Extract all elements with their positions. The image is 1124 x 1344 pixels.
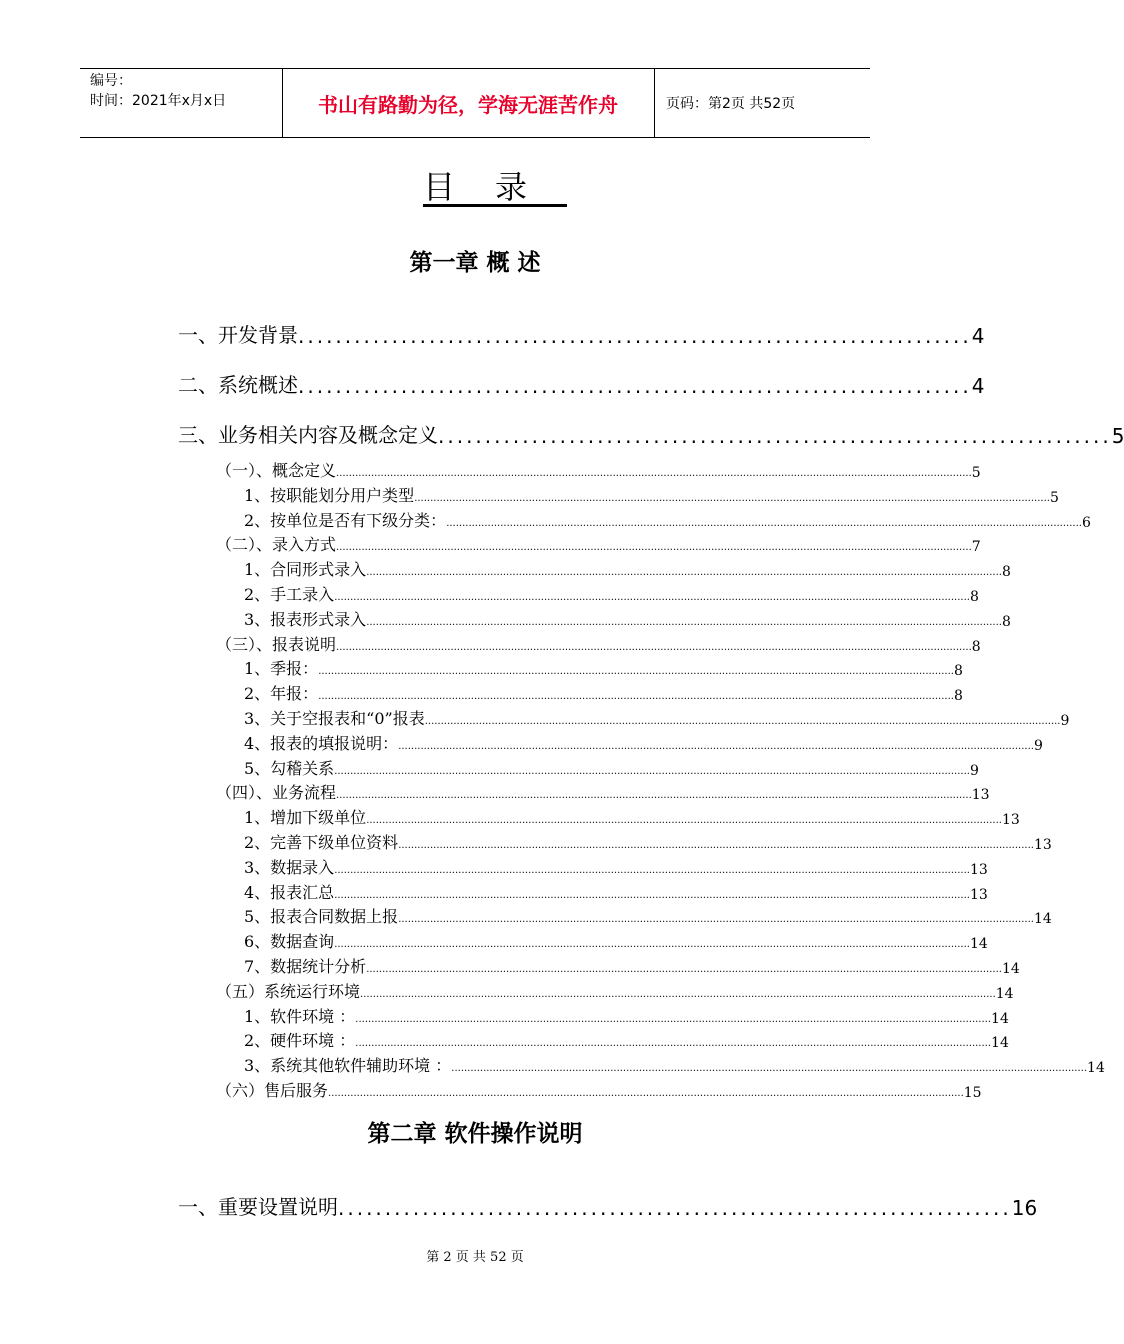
toc-leader-dots: ........................................................................................................................................................................................................ [360,989,996,1000]
toc-item-entry[interactable] [244,682,963,704]
toc-entry-label: （五）系统运行环境 [216,982,361,1001]
toc-leader-dots: ........................................................................................................................................................................................................ [336,542,972,553]
toc-leader-dots: ........................................................................................................................................................................................................ [334,865,970,876]
toc-page-number: 8 [953,688,963,704]
toc-item-entry[interactable] [244,509,1091,531]
toc-leader-dots: ........................................................................................................................................................................................................ [336,468,972,479]
toc-section-entry[interactable] [216,459,981,481]
toc-entry-label: 5、勾稽关系 [244,759,335,778]
toc-leader-dots: ........................................................................ [338,1196,1012,1220]
toc-section-entry[interactable] [216,533,981,555]
toc-item-entry[interactable] [244,657,963,679]
toc-page-number: 5 [971,465,981,481]
toc-section-entry[interactable] [216,980,1014,1002]
toc-leader-dots: ........................................................................................................................................................................................................ [398,914,1034,925]
toc-entry-label: 2、硬件环境 ： [244,1031,356,1050]
toc-entry-label: 1、增加下级单位 [244,808,367,827]
toc-leader-dots: ........................................................................................................................................................................................................ [451,1063,1088,1074]
toc-entry-label: 3、系统其他软件辅助环境 ： [244,1056,452,1075]
toc-section-entry[interactable] [216,1079,982,1101]
toc-main-entry[interactable] [178,318,985,348]
toc-title-text: 目录 [422,168,567,206]
toc-leader-dots: ........................................................................................................................................................................................................ [355,1038,992,1049]
toc-item-entry[interactable] [244,831,1052,853]
toc-page-number: 8 [1001,564,1011,580]
toc-entry-label: 3、关于空报表和“0”报表 [244,709,425,728]
toc-page-number: 9 [1060,713,1070,729]
toc-entry-label: 1、季报： [244,659,319,678]
toc-leader-dots: ........................................................................ [298,374,972,398]
toc-item-entry[interactable] [244,707,1070,729]
toc-page-number: 5 [1049,490,1059,506]
toc-leader-dots: ........................................................................................................................................................................................................ [318,666,954,677]
toc-item-entry[interactable] [244,484,1059,506]
toc-page-number: 8 [969,589,979,605]
toc-page-number: 14 [969,936,988,952]
toc-page-number: 14 [991,1035,1009,1051]
toc-leader-dots: ........................................................................................................................................................................................................ [366,815,1002,826]
toc-page-number: 8 [953,663,963,679]
toc-entry-label: 2、年报： [244,684,319,703]
toc-entry-label: 三、业务相关内容及概念定义 [178,423,438,447]
toc-page-number: 5 [1111,424,1124,448]
toc-entry-label: 2、手工录入 [244,585,335,604]
toc-page-number: 9 [969,763,979,779]
toc-section-entry[interactable] [216,781,990,803]
toc-item-entry[interactable] [244,1029,1009,1051]
toc-item-entry[interactable] [244,905,1052,927]
toc-leader-dots: ........................................................................................................................................................................................................ [336,790,972,801]
toc-page-number: 14 [995,986,1014,1002]
toc-page-number: 14 [991,1011,1009,1027]
toc-leader-dots: ........................................................................................................................................................................................................ [424,716,1061,727]
chapter-heading-2: 第二章 软件操作说明 [367,1121,583,1147]
toc-title [0,162,950,208]
toc-leader-dots: ........................................................................................................................................................................................................ [318,691,954,702]
toc-entry-label: 3、数据录入 [244,858,335,877]
toc-entry-label: （四）、业务流程 [216,783,337,802]
toc-page-number: 4 [971,374,985,398]
toc-entry-label: （一）、概念定义 [216,461,337,480]
toc-leader-dots: ........................................................................ [298,324,972,348]
toc-item-entry[interactable] [244,930,988,952]
toc-page-number: 8 [971,639,981,655]
toc-page-number: 14 [1033,911,1052,927]
toc-leader-dots: ........................................................................................................................................................................................................ [366,567,1002,578]
toc-item-entry[interactable] [244,1054,1105,1076]
toc-entry-label: 1、合同形式录入 [244,560,367,579]
toc-page-number: 7 [971,539,981,555]
toc-leader-dots: ........................................................................................................................................................................................................ [446,518,1082,529]
toc-leader-dots: ........................................................................................................................................................................................................ [334,592,970,603]
toc-entry-label: （六）售后服务 [216,1081,329,1100]
toc-page-number: 13 [1033,837,1052,853]
toc-entry-label: 6、数据查询 [244,932,335,951]
document-time-label: 时间：2021年x月x日 [90,93,227,109]
toc-leader-dots: ........................................................................................................................................................................................................ [398,840,1034,851]
page-header [80,68,870,138]
toc-item-entry[interactable] [244,608,1011,630]
toc-leader-dots: ........................................................................................................................................................................................................ [366,617,1002,628]
toc-leader-dots: ........................................................................................................................................................................................................ [328,1088,964,1099]
toc-leader-dots: ........................................................................................................................................................................................................ [414,493,1050,504]
toc-item-entry[interactable] [244,1005,1009,1027]
toc-item-entry[interactable] [244,881,988,903]
header-motto: 书山有路勤为径，学海无涯苦作舟 [318,92,618,117]
toc-entry-label: 2、按单位是否有下级分类： [244,511,447,530]
chapter-heading-1: 第一章 概 述 [409,250,541,276]
toc-leader-dots: ........................................................................................................................................................................................................ [334,766,970,777]
document-number-label: 编号： [90,73,132,89]
toc-page-number: 13 [1001,812,1020,828]
toc-main-entry[interactable] [178,1190,1038,1220]
toc-page-number: 8 [1001,614,1011,630]
header-divider [654,69,655,137]
toc-main-entry[interactable] [178,368,985,398]
toc-leader-dots: ........................................................................ [438,424,1112,448]
toc-item-entry[interactable] [244,757,979,779]
page-footer: 第 2 页 共 52 页 [426,1250,524,1265]
toc-leader-dots: ........................................................................................................................................................................................................ [366,964,1002,975]
toc-page-number: 6 [1081,515,1091,531]
toc-entry-label: 一、开发背景 [178,323,298,347]
toc-entry-label: 3、报表形式录入 [244,610,367,629]
toc-page-number: 9 [1033,738,1043,754]
toc-page-number: 13 [969,862,988,878]
toc-entry-label: （三）、报表说明 [216,635,337,654]
toc-entry-label: 4、报表汇总 [244,883,335,902]
toc-entry-label: 5、报表合同数据上报 [244,907,399,926]
toc-entry-label: （二）、录入方式 [216,535,337,554]
header-meta [90,71,280,111]
toc-leader-dots: ........................................................................................................................................................................................................ [336,642,972,653]
toc-entry-label: 1、按职能划分用户类型 [244,486,415,505]
toc-item-entry[interactable] [244,558,1011,580]
toc-entry-label: 2、完善下级单位资料 [244,833,399,852]
toc-item-entry[interactable] [244,955,1020,977]
toc-leader-dots: ........................................................................................................................................................................................................ [355,1014,992,1025]
toc-entry-label: 一、重要设置说明 [178,1195,338,1219]
toc-item-entry[interactable] [244,856,988,878]
toc-item-entry[interactable] [244,583,979,605]
toc-page-number: 14 [1087,1060,1105,1076]
header-page-info: 页码：第2页 共52页 [666,96,796,112]
toc-leader-dots: ........................................................................................................................................................................................................ [398,741,1034,752]
toc-main-entry[interactable] [178,418,1124,448]
toc-entry-label: 4、报表的填报说明： [244,734,399,753]
toc-page-number: 13 [969,887,988,903]
toc-page-number: 15 [963,1085,982,1101]
toc-page-number: 13 [971,787,990,803]
toc-page-number: 16 [1011,1196,1038,1220]
toc-leader-dots: ........................................................................................................................................................................................................ [334,890,970,901]
toc-leader-dots: ........................................................................................................................................................................................................ [334,939,970,950]
toc-entry-label: 7、数据统计分析 [244,957,367,976]
toc-page-number: 4 [971,324,985,348]
toc-item-entry[interactable] [244,806,1020,828]
toc-entry-label: 二、系统概述 [178,373,298,397]
toc-page-number: 14 [1001,961,1020,977]
toc-entry-label: 1、软件环境 ： [244,1007,356,1026]
toc-section-entry[interactable] [216,633,981,655]
toc-item-entry[interactable] [244,732,1043,754]
